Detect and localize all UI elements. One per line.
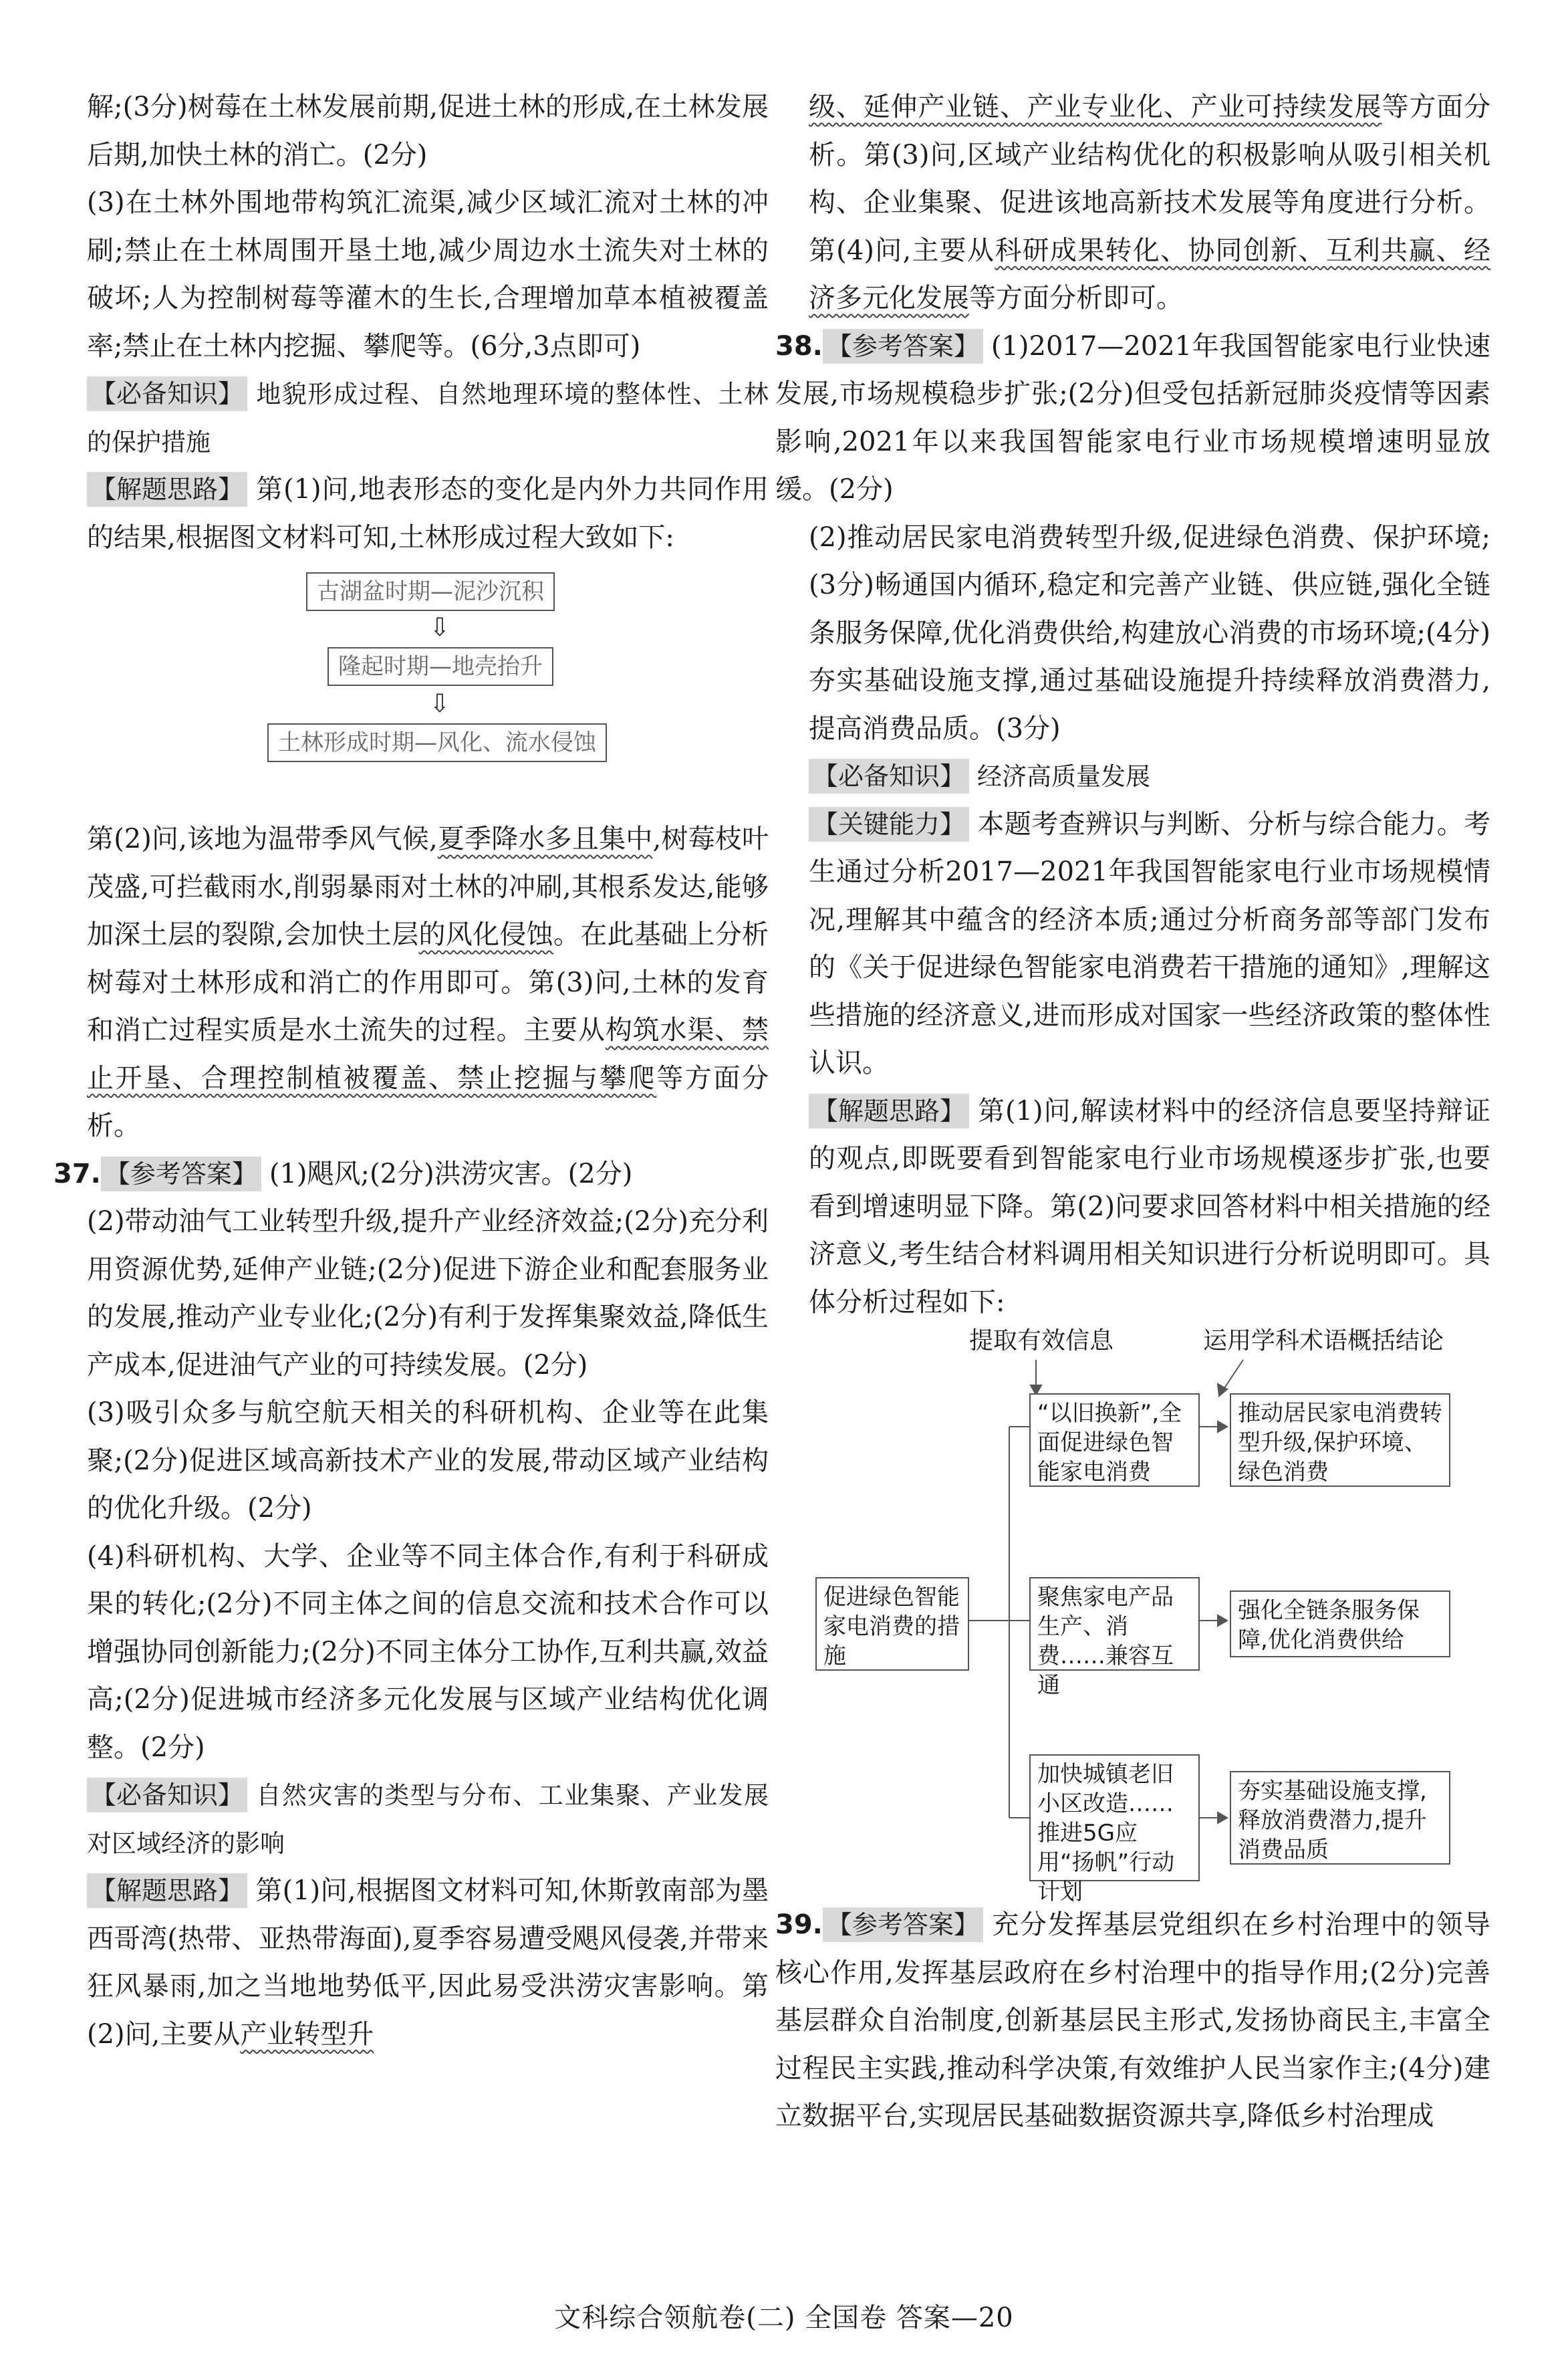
paragraph: (3)在土林外围地带构筑汇流渠,减少区域汇流对土林的冲刷;禁止在土林周围开垦土地,减少周边水土流失对土林的破坏;人为控制树莓等灌木的生长,合理增加草本植被覆盖率;禁止在土林内挖掘、攀爬等。(6分,3点即可)	[87, 187, 769, 362]
section-label: 【解题思路】	[87, 472, 247, 507]
text-span: 。在此基础上分析树莓对土林形成和消亡的作用即可。第(3)问,土林的发育和消亡过程实质是水土流失的过程。主要从	[87, 919, 769, 1046]
section-label: 【解题思路】	[87, 1873, 247, 1908]
diagram-root-box: 促进绿色智能家电消费的措施	[815, 1577, 969, 1671]
diagram-header: 运用学科术语概括结论	[1203, 1327, 1444, 1354]
section-label: 【参考答案】	[823, 329, 983, 364]
answer-text: 充分发挥基层党组织在乡村治理中的领导核心作用,发挥基层政府在乡村治理中的指导作用;(2分)完善基层群众自治制度,创新基层民主形式,发扬协商民主,丰富全过程民主实践,推动科学决策,有效维护人民当家作主;(4分)建立数据平台,实现居民基础数据资源共享,降低乡村治理成	[775, 1909, 1490, 2131]
analysis-diagram	[809, 1326, 1490, 1905]
section-text: 地貌形成过程、自然地理环境的整体性、土林的保护措施	[87, 380, 769, 457]
paragraph: (4)科研机构、大学、企业等不同主体合作,有利于科研成果的转化;(2分)不同主体之间的信息交流和技术合作可以增强协同创新能力;(2分)不同主体分工协作,互利共赢,效益高;(2分)促进城市经济多元化发展与区域产业结构优化调整。(2分)	[87, 1540, 769, 1763]
page-footer: 文科综合领航卷(二) 全国卷 答案—20	[554, 2302, 1014, 2333]
text-span: 第(2)问,该地为温带季风气候,	[87, 824, 438, 854]
section-label: 【参考答案】	[823, 1907, 983, 1942]
underlined-text: 的风化侵蚀	[418, 919, 553, 950]
diagram-conclusion-box: 强化全链条服务保障,优化消费供给	[1230, 1590, 1450, 1657]
right-column	[775, 84, 1491, 2141]
section-text: 经济高质量发展	[977, 762, 1151, 791]
flow-step: 土林形成时期—风化、流水侵蚀	[267, 723, 607, 762]
section-label: 【必备知识】	[87, 1778, 247, 1812]
text-span: ,树莓枝叶茂盛,可拦截雨水,削弱暴雨对土林的冲刷,其根系发达,能够加深土层的裂隙,会加快土层	[87, 824, 769, 950]
text-span: 等方面分析即可。	[969, 283, 1183, 314]
answer-39	[775, 1901, 1490, 2141]
thinking-section	[809, 1088, 1490, 1327]
formation-flow-diagram	[87, 568, 769, 816]
section-text: 自然灾害的类型与分布、工业集聚、产业发展对区域经济的影响	[87, 1781, 769, 1858]
answer-37	[53, 1151, 769, 1199]
section-label: 【必备知识】	[87, 376, 247, 411]
down-arrow-icon: ⇩	[429, 612, 450, 642]
left-column	[53, 84, 769, 2058]
flow-step: 隆起时期—地壳抬升	[328, 647, 553, 686]
diagram-conclusion-box: 推动居民家电消费转型升级,保护环境、绿色消费	[1230, 1393, 1450, 1487]
paragraph: (2)推动居民家电消费转型升级,促进绿色消费、保护环境;(3分)畅通国内循环,稳定和完善产业链、供应链,强化全链条服务保障,优化消费供给,构建放心消费的市场环境;(4分)夯实基础设施支撑,通过基础设施提升持续释放消费潜力,提高消费品质。(3分)	[809, 521, 1490, 744]
section-text: 第(1)问,根据图文材料可知,休斯敦南部为墨西哥湾(热带、亚热带海面),夏季容易遭受飓风侵袭,并带来狂风暴雨,加之当地地势低平,因此易受洪涝灾害影响。第(2)问,主要从	[87, 1875, 769, 2050]
knowledge-section	[87, 370, 769, 466]
diagram-info-box: 加快城镇老旧小区改造……推进5G应用“扬帆”行动计划	[1029, 1754, 1200, 1881]
thinking-section	[87, 1867, 769, 2058]
section-label: 【参考答案】	[101, 1157, 261, 1191]
answer-text: (1)飓风;(2分)洪涝灾害。(2分)	[269, 1158, 633, 1189]
question-number: 39.	[775, 1909, 823, 1940]
underlined-text: 构筑水渠、禁止开垦、合理控制植被覆盖、禁止挖掘与攀爬	[87, 1015, 769, 1094]
underlined-text: 夏季降水多且集中	[437, 824, 653, 854]
question-number: 38.	[775, 330, 823, 362]
underlined-text: 科研成果转化、协同创新、互利共赢、经济多元化发展	[809, 235, 1491, 314]
knowledge-section	[87, 1772, 769, 1867]
knowledge-section	[809, 753, 1490, 801]
section-text: 第(1)问,解读材料中的经济信息要坚持辩证的观点,即既要看到智能家电行业市场规模逐步扩张,也要看到增速明显下降。第(2)问要求回答材料中相关措施的经济意义,考生结合材料调用相关知识进行分析说明即可。具体分析过程如下:	[809, 1095, 1490, 1318]
text-span: 等方面分析。第(3)问,区域产业结构优化的积极影响从吸引相关机构、企业集聚、促进该地高新技术发展等角度进行分析。第(4)问,主要从	[809, 92, 1490, 266]
diagram-conclusion-box: 夯实基础设施支撑,释放消费潜力,提升消费品质	[1230, 1771, 1450, 1865]
ability-section	[809, 801, 1490, 1088]
underlined-text: 级、延伸产业链、产业专业化、产业可持续发展	[809, 92, 1382, 122]
section-label: 【关键能力】	[809, 807, 969, 842]
section-label: 【解题思路】	[809, 1094, 969, 1129]
paragraph: (3)吸引众多与航空航天相关的科研机构、企业等在此集聚;(2分)促进区域高新技术产业的发展,带动区域产业结构的优化升级。(2分)	[87, 1397, 769, 1524]
section-label: 【必备知识】	[809, 759, 969, 794]
section-text: 第(1)问,地表形态的变化是内外力共同作用的结果,根据图文材料可知,土林形成过程大致如下:	[87, 474, 769, 553]
answer-38	[775, 323, 1490, 514]
paragraph: 解;(3分)树莓在土林发展前期,促进土林的形成,在土林发展后期,加快土林的消亡。(2分)	[87, 92, 769, 170]
down-arrow-icon: ⇩	[429, 689, 450, 718]
paragraph	[87, 816, 769, 1151]
flow-step: 古湖盆时期—泥沙沉积	[306, 572, 555, 611]
section-text: 本题考查辨识与判断、分析与综合能力。考生通过分析2017—2021年我国智能家电行业市场规模情况,理解其中蕴含的经济本质;通过分析商务部等部门发布的《关于促进绿色智能家电消费若干措施的通知》,理解这些措施的经济意义,进而形成对国家一些经济政策的整体性认识。	[809, 808, 1490, 1078]
thinking-section	[87, 466, 769, 562]
underlined-text: 产业转型升	[240, 2018, 374, 2050]
answer-text: (1)2017—2021年我国智能家电行业快速发展,市场规模稳步扩张;(2分)但受包括新冠肺炎疫情等因素影响,2021年以来我国智能家电行业市场规模增速明显放缓。(2分)	[775, 330, 1490, 505]
diagram-info-box: “以旧换新”,全面促进绿色智能家电消费	[1029, 1393, 1200, 1487]
paragraph: (2)带动油气工业转型升级,提升产业经济效益;(2分)充分利用资源优势,延伸产业链;(2分)促进下游企业和配套服务业的发展,推动产业专业化;(2分)有利于发挥集聚效益,降低生产成本,促进油气产业的可持续发展。(2分)	[87, 1206, 769, 1381]
paragraph	[809, 84, 1490, 323]
question-number: 37.	[53, 1158, 101, 1189]
diagram-header: 提取有效信息	[969, 1327, 1114, 1354]
text-span: 等方面分析。	[87, 1062, 769, 1141]
diagram-info-box: 聚焦家电产品生产、消费……兼容互通	[1029, 1577, 1200, 1671]
